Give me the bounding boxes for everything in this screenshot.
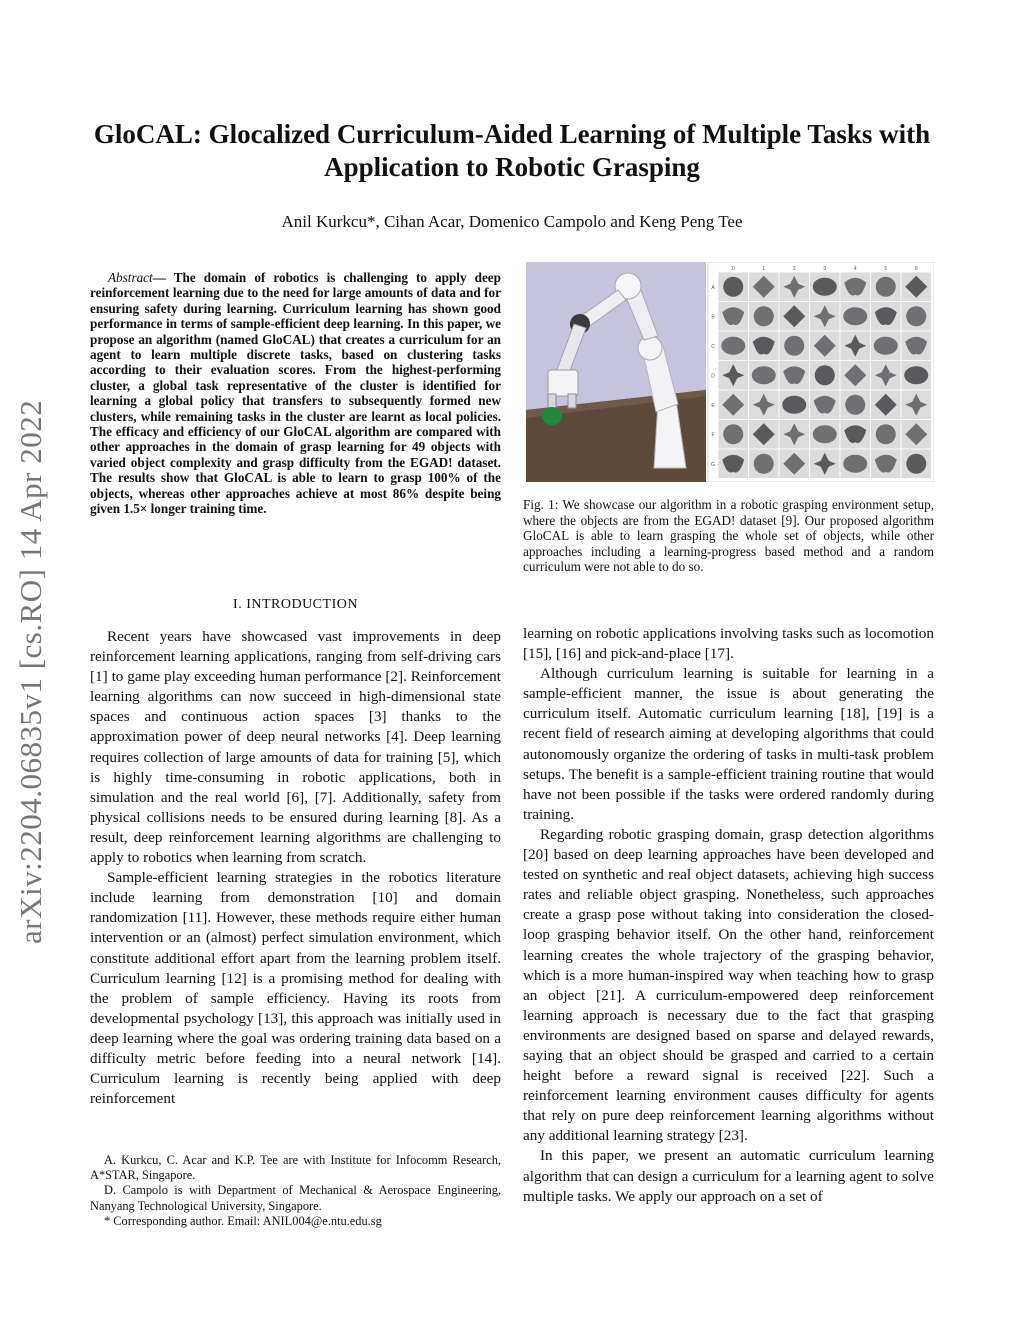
arxiv-identifier: arXiv:2204.06835v1 [cs.RO] 14 Apr 2022 [13,399,48,944]
egad-object-thumbnail [874,337,898,355]
grid-column-label: 0 [731,266,735,272]
robot-scene-image [526,262,706,482]
egad-object-thumbnail [845,395,865,415]
grid-column-label: 2 [792,266,796,272]
figure-caption: Fig. 1: We showcase our algorithm in a robotic grasping environment setup, where the objects are from the EGAD! dataset [9]. Our proposed algorithm GloCAL is able to learn grasping the whole set of objects, while other approaches including a learning-progress based method and a random curriculum were not able to do so. [523,497,934,574]
egad-object-thumbnail [876,277,896,297]
grid-column-label: 3 [823,266,827,272]
figure-1-graphic [526,262,934,482]
grid-column-label: 1 [762,266,766,272]
egad-object-thumbnail [843,307,867,325]
egad-object-thumbnail [813,278,837,296]
paragraph: In this paper, we present an automatic curriculum learning algorithm that can design a curriculum for a learning agent to solve multiple tasks. We apply our approach on a set of [523,1147,934,1205]
egad-object-thumbnail [784,336,804,356]
egad-object-thumbnail [721,337,745,355]
egad-object-thumbnail [843,455,867,473]
egad-object-thumbnail [752,366,776,384]
grid-column-label: 6 [914,266,918,272]
section-heading: I. INTRODUCTION [233,597,358,612]
abstract-text: — The domain of robotics is challenging to apply deep reinforcement learning due to the need for large amounts of data and for ensuring safety during learning. Curriculum learning has shown good performance in terms of sample-efficient deep learning. In this paper, we propose an algorithm (named GloCAL) that creates a curriculum for an agent to learn multiple discrete tasks, based on clustering tasks according to their evaluation scores. From the highest-performing cluster, a global task representative of the cluster is identified for learning a global policy that transfers to subsequently formed new clusters, while remaining tasks in the cluster are learnt as local policies. The efficacy and efficiency of our GloCAL algorithm are compared with other approaches in the domain of grasp learning for 49 objects with varied object complexity and grasp difficulty from the EGAD! dataset. The results show that GloCAL is able to learn to grasp 100% of the objects, whereas other approaches achieve at most 86% despite being given 1.5× longer training time. [90,270,501,517]
grid-row-label: D [711,373,715,380]
author-list: Anil Kurkcu*, Cihan Acar, Domenico Campolo and Keng Peng Tee [281,212,743,231]
egad-object-thumbnail [813,425,837,443]
paragraph: Recent years have showcased vast improvements in deep reinforcement learning applications, ranging from self-driving cars [1] to game play exceeding human performance [2]. Reinforcement learning algorithms can now succeed in high-dimensional state spaces and continuous action spaces [3] thanks to the approximation power of deep neural networks [4]. Deep learning requires collection of large amounts of data for training [5], which is highly time-consuming in robotic applications, both in simulation and the real world [6], [7]. Additionally, safety from physical collisions needs to be ensured during learning [8]. As a result, deep reinforcement learning algorithms are challenging to apply to robotics when learning from scratch. [90,628,501,867]
figure-1 [526,262,934,482]
right-column-body [523,624,934,1207]
abstract [90,270,501,517]
egad-object-thumbnail [815,365,835,385]
egad-object-thumbnail [723,277,743,297]
egad-object-thumbnail [876,424,896,444]
egad-object-thumbnail [723,424,743,444]
egad-object-thumbnail [754,306,774,326]
grid-row-label: A [711,284,715,291]
grid-column-label: 4 [853,266,857,272]
egad-object-thumbnail [906,454,926,474]
abstract-label: Abstract [108,270,153,285]
footnote: * Corresponding author. Email: ANIL004@e.ntu.edu.sg [104,1213,382,1228]
grid-row-label: C [711,343,715,350]
egad-object-thumbnail [782,396,806,414]
egad-object-grid [708,262,934,482]
grid-column-label: 5 [884,266,888,272]
footnote: A. Kurkcu, C. Acar and K.P. Tee are with Institute for Infocomm Research, A*STAR, Singapore. [90,1153,501,1183]
paragraph: learning on robotic applications involving tasks such as locomotion [15], [16] and pick-and-place [17]. [523,625,934,663]
left-column-body [90,627,501,1109]
grid-row-label: F [711,432,715,439]
paragraph: Regarding robotic grasping domain, grasp detection algorithms [20] based on deep learning approaches have been developed and tested on synthetic and real object datasets, achieving high success rates and reliable object grasping. Nonetheless, such approaches create a grasp pose without taking into consideration the closed-loop grasping behavior itself. On the other hand, reinforcement learning creates the whole trajectory of the grasping behavior, which is a more human-inspired way when teaching how to grasp an object [21]. A curriculum-empowered deep reinforcement learning approach is necessary due to the fact that grasping environments are designed based on sparse and delayed rewards, saying that an object should be grasped and carried to a certain height before a reward signal is received [22]. Such a reinforcement learning environment causes difficulty for agents that rely on pure deep reinforcement learning algorithms without any additional learning strategy [23]. [523,825,934,1145]
egad-object-thumbnail [754,454,774,474]
paragraph: Sample-efficient learning strategies in the robotics literature include learning from demonstration [10] and domain randomization [11]. However, these methods require either human intervention or an (almost) perfect simulation environment, which constitute additional effort apart from the learning problem itself. Curriculum learning [12] is a promising method for dealing with the problem of sample efficiency. Having its roots from developmental psychology [13], this approach was initially used in deep learning where the goal was ordering training data based on a difficulty metric before feeding into a neural network [14]. Curriculum learning is recently being applied with deep reinforcement [90,869,501,1108]
grid-row-label: E [711,402,715,409]
egad-object-thumbnail [904,366,928,384]
footnote: D. Campolo is with Department of Mechanical & Aerospace Engineering, Nanyang Technological University, Singapore. [90,1183,501,1213]
grid-row-label: B [711,314,715,321]
grid-row-label: G [711,461,715,468]
paper-title: GloCAL: Glocalized Curriculum-Aided Learning of Multiple Tasks with Application to Robotic Grasping [93,119,931,182]
egad-object-thumbnail [906,306,926,326]
paragraph: Although curriculum learning is suitable for learning in a sample-efficient manner, the issue is about generating the curriculum itself. Automatic curriculum learning [18], [19] is a recent field of research aiming at developing algorithms that could autonomously organize the ordering of tasks in multi-task problem setups. The benefit is a sample-efficient training routine that would have not been possible if the tasks were ordered randomly during training. [523,665,934,823]
footnotes [90,1153,501,1229]
